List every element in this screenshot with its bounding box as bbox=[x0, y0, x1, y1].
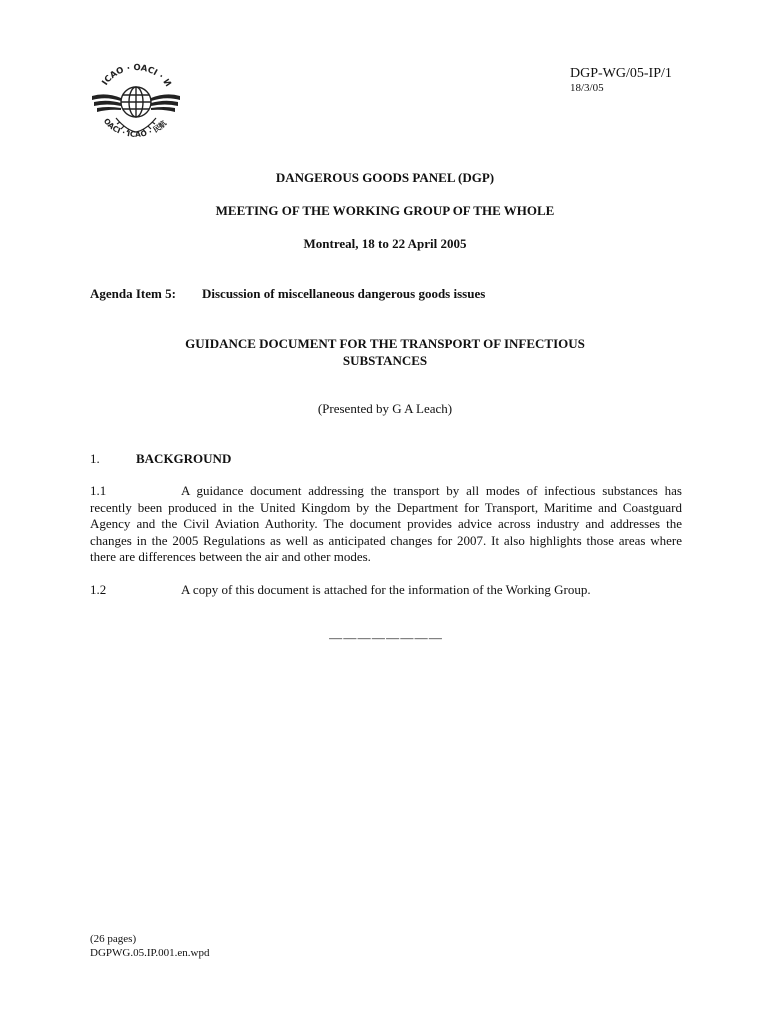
document-date: 18/3/05 bbox=[570, 82, 604, 94]
svg-text:ICAO · OACI · ИКАО: ICAO · OACI · И bbox=[100, 63, 173, 89]
file-name: DGPWG.05.IP.001.en.wpd bbox=[90, 947, 210, 959]
end-divider: — — — — — — — — bbox=[329, 630, 441, 645]
meeting-location: Montreal, 18 to 22 April 2005 bbox=[303, 236, 467, 251]
document-title bbox=[90, 335, 680, 369]
document-reference: DGP-WG/05-IP/1 bbox=[570, 66, 672, 81]
document-title-line-2: SUBSTANCES bbox=[342, 353, 428, 368]
icao-emblem-icon bbox=[90, 62, 182, 140]
paragraph-1-1 bbox=[90, 483, 682, 566]
meeting-name: MEETING OF THE WORKING GROUP OF THE WHOLE bbox=[215, 203, 555, 218]
document-title-line-1: GUIDANCE DOCUMENT FOR THE TRANSPORT OF INFECTIOUS bbox=[185, 336, 585, 351]
presented-by: (Presented by G A Leach) bbox=[317, 401, 453, 416]
agenda-text: Discussion of miscellaneous dangerous goods issues bbox=[202, 286, 486, 301]
agenda-label: Agenda Item 5: bbox=[90, 286, 176, 301]
page-count: (26 pages) bbox=[90, 933, 137, 945]
panel-name: DANGEROUS GOODS PANEL (DGP) bbox=[275, 170, 495, 185]
paragraph-number: 1.1 bbox=[90, 483, 107, 498]
paragraph-text: A guidance document addressing the transport by all modes of infectious substances has recently been produced in the United Kingdom by the Department for Transport, Maritime and Coastguard Agency and the Civil Aviation Authority. The document provides advice across industry and addresses the changes in the 2005 Regulations as well as anticipated changes for 2007. It also highlights those areas where there are differences between the air and other modes. bbox=[90, 483, 682, 564]
paragraph-1-2 bbox=[90, 582, 682, 599]
section-title: BACKGROUND bbox=[136, 451, 232, 466]
section-number: 1. bbox=[90, 451, 100, 466]
section-heading bbox=[90, 451, 231, 467]
agenda-item bbox=[90, 286, 485, 302]
footer bbox=[90, 932, 209, 960]
paragraph-text: A copy of this document is attached for the information of the Working Group. bbox=[181, 582, 591, 597]
paragraph-number: 1.2 bbox=[90, 582, 107, 597]
svg-text:OACI · ICAO · 民航: OACI · ICAO · 民航 bbox=[101, 116, 169, 139]
